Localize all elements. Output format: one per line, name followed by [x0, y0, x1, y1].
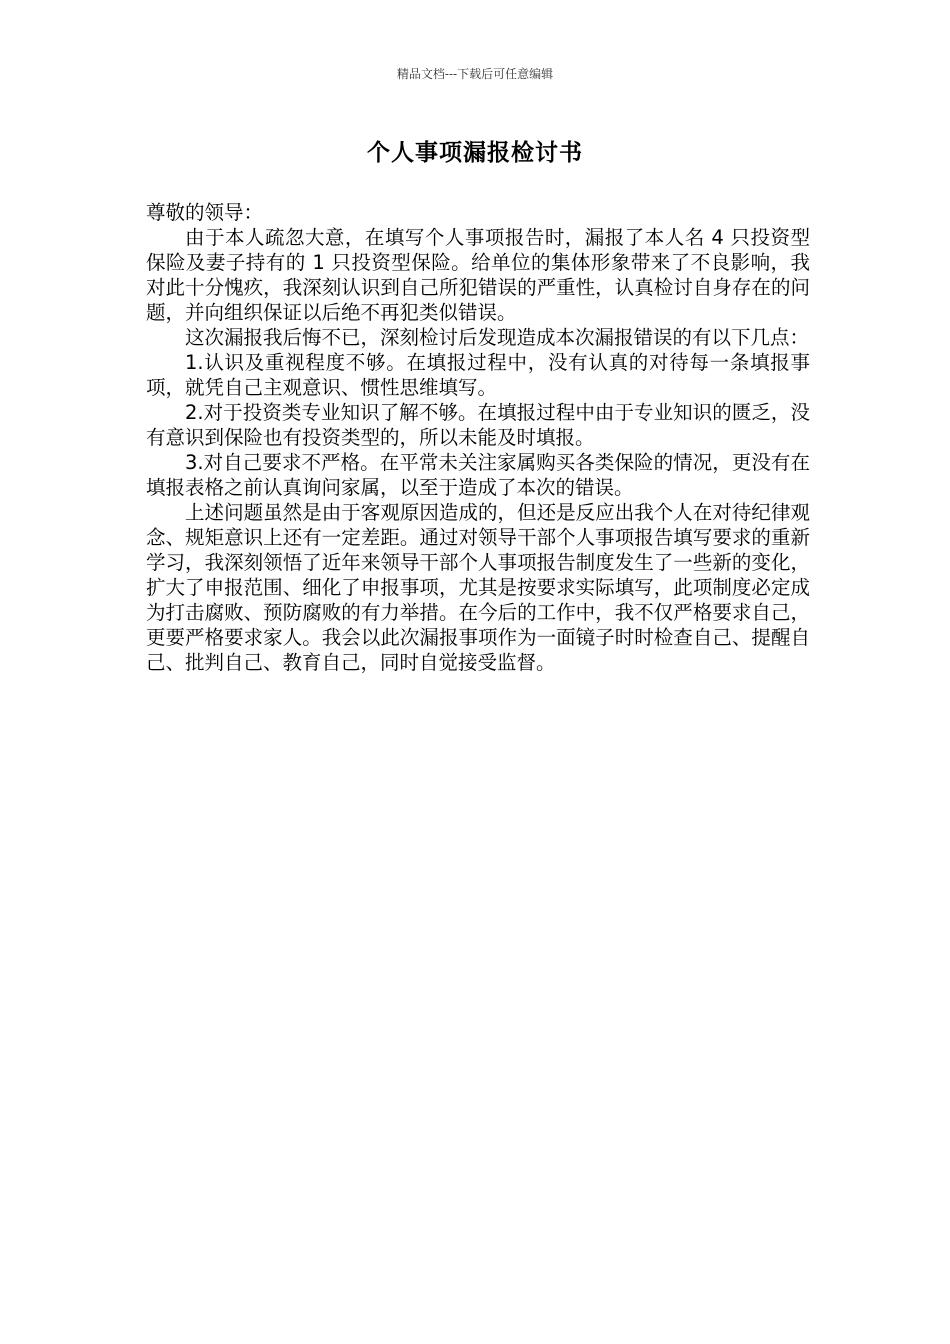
salutation: 尊敬的领导： [146, 201, 264, 224]
paragraph-reasons-lead: 这次漏报我后悔不已，深刻检讨后发现造成本次漏报错误的有以下几点： [185, 326, 810, 349]
document-body [146, 200, 810, 675]
paragraph-conclusion: 上述问题虽然是由于客观原因造成的，但还是反应出我个人在对待纪律观念、规矩意识上还有一定差距。通过对领导干部个人事项报告填写要求的重新学习，我深刻领悟了近年来领导干部个人事项报告制度发生了一些新的变化，扩大了申报范围、细化了申报事项，尤其是按要求实际填写，此项制度必定成为打击腐败、预防腐败的有力举措。在今后的工作中，我不仅严格要求自己，更要严格要求家人。我会以此次漏报事项作为一面镜子时时检查自己、提醒自己、批判自己、教育自己，同时自觉接受监督。 [146, 501, 810, 674]
paragraph-reason-3: 3.对自己要求不严格。在平常未关注家属购买各类保险的情况，更没有在填报表格之前认真询问家属，以至于造成了本次的错误。 [146, 451, 810, 499]
document-title: 个人事项漏报检讨书 [367, 140, 583, 166]
page-header: 精品文档---下载后可任意编辑 [396, 67, 554, 81]
paragraph-reason-1: 1.认识及重视程度不够。在填报过程中，没有认真的对待每一条填报事项，就凭自己主观意识、惯性思维填写。 [146, 351, 810, 399]
paragraph-intro: 由于本人疏忽大意，在填写个人事项报告时，漏报了本人名 4 只投资型保险及妻子持有的 1 只投资型保险。给单位的集体形象带来了不良影响，我对此十分愧疚，我深刻认识到自己所犯错误的严重性，认真检讨自身存在的问题，并向组织保证以后绝不再犯类似错误。 [146, 226, 810, 324]
paragraph-reason-2: 2.对于投资类专业知识了解不够。在填报过程中由于专业知识的匮乏，没有意识到保险也有投资类型的，所以未能及时填报。 [146, 401, 810, 449]
